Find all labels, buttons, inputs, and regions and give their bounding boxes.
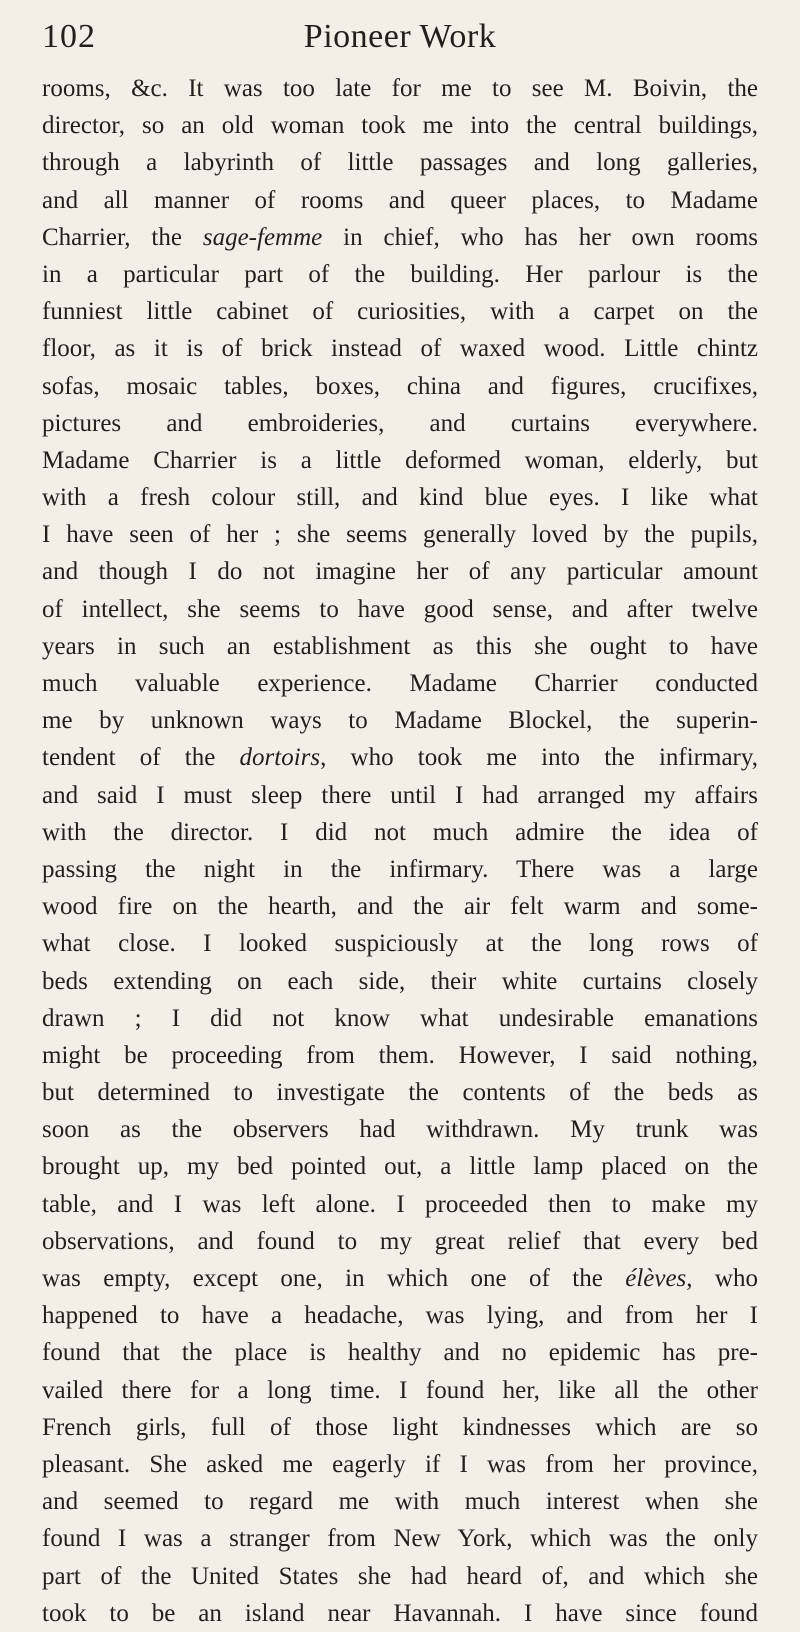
- text-line: [42, 256, 758, 293]
- text-segment: and though I do not imagine her of any particular amount: [42, 558, 758, 586]
- text-segment: years in such an establishment as this she ought to have: [42, 632, 758, 660]
- text-segment: pictures and embroideries, and curtains everywhere.: [42, 409, 758, 437]
- text-segment: passing the night in the infirmary. There was a large: [42, 855, 758, 883]
- text-segment: pleasant. She asked me eagerly if I was from her province,: [42, 1450, 758, 1478]
- text-line: [42, 1446, 758, 1483]
- text-line: [42, 591, 758, 628]
- text-line: [42, 1595, 758, 1632]
- italic-term: élèves: [625, 1265, 687, 1292]
- text-line: [42, 330, 758, 367]
- text-segment: what close. I looked suspiciously at the long rows of: [42, 930, 758, 958]
- text-segment: was empty, except one, in which one of the: [42, 1265, 626, 1292]
- text-segment: much valuable experience. Madame Charrier conducted: [42, 670, 758, 697]
- text-line: [42, 665, 758, 702]
- text-segment: brought up, my bed pointed out, a little lamp placed on the: [42, 1153, 758, 1181]
- text-segment: director, so an old woman took me into the central buildings,: [42, 112, 758, 140]
- text-segment: and all manner of rooms and queer places, to Madame: [42, 186, 758, 214]
- text-line: [42, 1483, 758, 1520]
- text-line: [42, 1000, 758, 1037]
- text-line: [42, 1074, 758, 1111]
- text-line: [42, 1037, 758, 1074]
- text-line: [42, 628, 758, 665]
- text-line: [42, 182, 758, 219]
- text-segment: drawn ; I did not know what undesirable emanations: [42, 1004, 758, 1032]
- text-line: [42, 963, 758, 1000]
- text-line: [42, 293, 758, 330]
- text-line: [42, 1186, 758, 1223]
- text-segment: soon as the observers had withdrawn. My trunk was: [42, 1116, 758, 1144]
- text-segment: with a fresh colour still, and kind blue eyes. I like what: [42, 484, 758, 512]
- text-segment: beds extending on each side, their white curtains closely: [42, 967, 758, 995]
- text-segment: vailed there for a long time. I found her, like all the other: [42, 1376, 758, 1404]
- text-segment: , who: [686, 1265, 758, 1292]
- text-segment: found I was a stranger from New York, which was the only: [42, 1525, 758, 1553]
- text-line: [42, 888, 758, 925]
- text-segment: and said I must sleep there until I had arranged my affairs: [42, 781, 758, 809]
- text-line: [42, 925, 758, 962]
- text-segment: French girls, full of those light kindnesses which are so: [42, 1413, 758, 1441]
- text-line: [42, 70, 758, 107]
- text-line: [42, 107, 758, 144]
- text-segment: observations, and found to my great relief that every bed: [42, 1227, 758, 1255]
- text-segment: , who took me into the infirmary,: [320, 744, 758, 772]
- text-line: [42, 1520, 758, 1557]
- text-segment: sofas, mosaic tables, boxes, china and figures, crucifixes,: [42, 372, 758, 400]
- text-segment: found that the place is healthy and no epidemic has pre-: [42, 1339, 758, 1367]
- italic-term: dortoirs: [239, 744, 321, 772]
- text-segment: might be proceeding from them. However, I said nothing,: [42, 1041, 758, 1069]
- text-segment: happened to have a headache, was lying, and from her I: [42, 1302, 758, 1330]
- text-segment: funniest little cabinet of curiosities, with a carpet on the: [42, 298, 758, 326]
- body-text: [42, 70, 758, 1632]
- page-header: [42, 18, 758, 68]
- text-segment: tendent of the: [42, 744, 240, 772]
- text-segment: in chief, who has her own rooms: [322, 223, 758, 251]
- text-segment: part of the United States she had heard of, and which she: [42, 1562, 758, 1590]
- text-line: [42, 1111, 758, 1148]
- text-line: [42, 405, 758, 442]
- text-line: [42, 814, 758, 851]
- text-segment: with the director. I did not much admire the idea of: [42, 818, 758, 846]
- text-line: [42, 777, 758, 814]
- text-segment: rooms, &c. It was too late for me to see M. Boivin, the: [42, 75, 758, 102]
- text-line: [42, 1372, 758, 1409]
- text-line: [42, 702, 758, 739]
- text-line: [42, 1148, 758, 1185]
- text-segment: and seemed to regard me with much interest when she: [42, 1488, 758, 1516]
- text-segment: through a labyrinth of little passages and long galleries,: [42, 149, 758, 177]
- text-segment: Charrier, the: [42, 223, 203, 251]
- text-line: [42, 442, 758, 479]
- text-line: [42, 851, 758, 888]
- text-segment: took to be an island near Havannah. I have since found: [42, 1599, 758, 1627]
- text-segment: table, and I was left alone. I proceeded then to make my: [42, 1190, 758, 1218]
- page-number: 102: [42, 18, 96, 55]
- text-line: [42, 219, 758, 256]
- text-line: [42, 553, 758, 590]
- text-segment: Madame Charrier is a little deformed woman, elderly, but: [42, 446, 758, 474]
- text-segment: wood fire on the hearth, and the air felt warm and some-: [42, 893, 758, 921]
- text-line: [42, 1260, 758, 1297]
- text-line: [42, 1223, 758, 1260]
- text-line: [42, 479, 758, 516]
- italic-term: sage-femme: [202, 223, 323, 251]
- text-line: [42, 516, 758, 553]
- text-line: [42, 1558, 758, 1595]
- text-line: [42, 144, 758, 181]
- text-segment: me by unknown ways to Madame Blockel, the superin-: [42, 707, 758, 735]
- running-title: Pioneer Work: [303, 18, 497, 55]
- text-line: [42, 1409, 758, 1446]
- text-line: [42, 739, 758, 776]
- text-line: [42, 1334, 758, 1371]
- text-segment: but determined to investigate the contents of the beds as: [42, 1079, 758, 1107]
- text-line: [42, 368, 758, 405]
- text-segment: in a particular part of the building. Her parlour is the: [42, 260, 758, 288]
- text-segment: I have seen of her ; she seems generally loved by the pupils,: [42, 521, 758, 549]
- text-segment: floor, as it is of brick instead of waxed wood. Little chintz: [42, 335, 758, 363]
- text-segment: of intellect, she seems to have good sense, and after twelve: [42, 595, 758, 623]
